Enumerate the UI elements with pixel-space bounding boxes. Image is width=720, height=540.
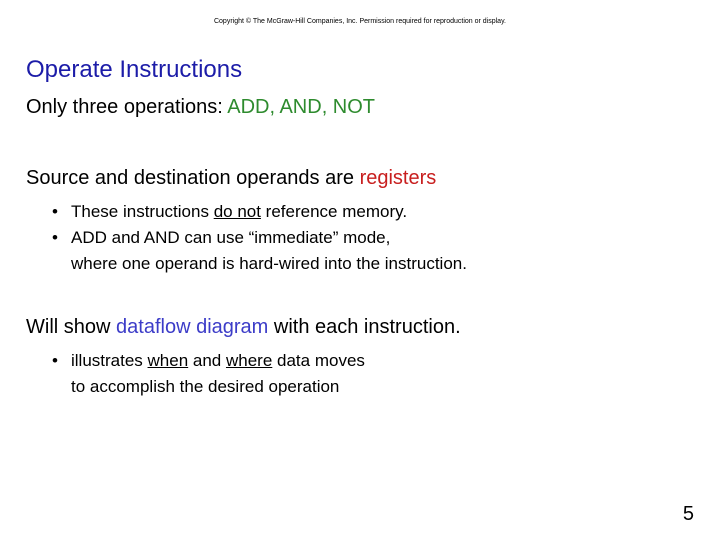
bullet-text-line2: to accomplish the desired operation (71, 377, 340, 396)
copyright-notice: Copyright © The McGraw-Hill Companies, Inc. Permission required for reproduction or display. (213, 18, 506, 25)
operations-prefix: Only three operations: (26, 96, 228, 118)
bullet-text-pre: illustrates (71, 351, 148, 370)
list-item (52, 348, 365, 400)
dataflow-bullet-list (52, 348, 365, 400)
dataflow-suffix: with each instruction. (268, 316, 461, 338)
bullet-text-post: reference memory. (260, 202, 408, 221)
dataflow-line (26, 316, 461, 339)
operands-bullet-list (52, 199, 467, 277)
operands-line (26, 167, 436, 190)
bullet-icon: • (52, 351, 58, 370)
list-item (52, 225, 467, 277)
operations-line (26, 96, 375, 119)
bullet-text-line1: ADD and AND can use “immediate” mode, (71, 228, 391, 247)
operands-prefix: Source and destination operands are (26, 167, 360, 189)
bullet-text-pre: These instructions (71, 202, 214, 221)
dataflow-prefix: Will show (26, 316, 117, 338)
do-not-underlined: do not (213, 202, 261, 221)
where-underlined: where (225, 351, 273, 370)
bullet-icon: • (52, 202, 58, 221)
bullet-text-line2: where one operand is hard-wired into the instruction. (71, 254, 467, 273)
operations-list: ADD, AND, NOT (227, 96, 376, 118)
dataflow-highlight: dataflow diagram (116, 316, 269, 338)
bullet-text-mid: and (188, 351, 226, 370)
bullet-text-post: data moves (272, 351, 365, 370)
bullet-icon: • (52, 228, 58, 247)
when-underlined: when (147, 351, 189, 370)
list-item (52, 199, 467, 225)
slide-title: Operate Instructions (26, 56, 243, 83)
registers-highlight: registers (359, 167, 437, 189)
page-number: 5 (682, 503, 694, 525)
